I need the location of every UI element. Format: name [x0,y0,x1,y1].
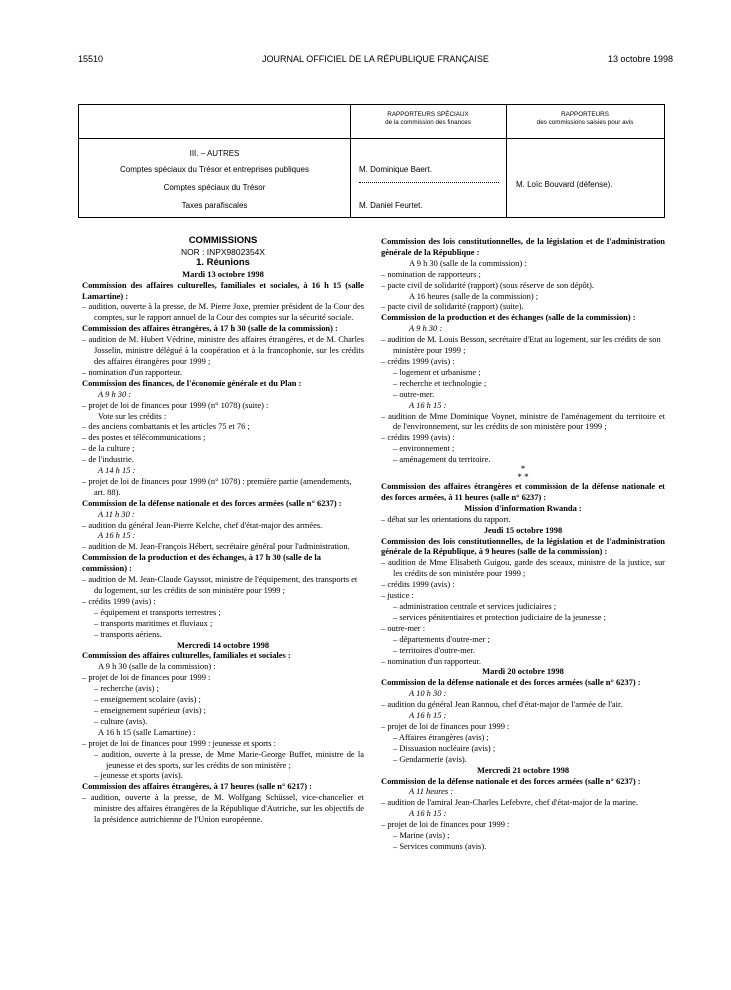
left-column [82,236,364,825]
paragraph: – outre-mer. [393,388,435,399]
paragraph: A 16 h 15 : [409,399,447,410]
paragraph: Commission des affaires culturelles, familiales et sociales, à 16 h 15 (salle Lamartine) : [82,279,364,301]
row-label: Taxes parafiscales [181,201,248,210]
paragraph: – nomination de rapporteurs ; [381,268,481,279]
paragraph: – audition, ouverte à la presse, de M. Wolfgang Schüssel, vice-chancelier et ministre des affaires étrangères de la République d'Autriche, sur les objectifs de la présidence autrichienne de l'Union européenne. [82,792,364,825]
paragraph: A 16 heures (salle de la commission) ; [409,290,539,301]
paragraph: – enseignement scolaire (avis) ; [94,694,201,705]
paragraph: – audition de M. Jean-Claude Gayssot, ministre de l'équipement, des transports et du logement, sur les crédits de son ministère pour 1999 ; [82,574,358,595]
paragraph: – administration centrale et services judiciaires ; [393,601,557,611]
paragraph: Commission des lois constitutionnelles, de la législation et de l'administration générale de la République : [381,236,665,257]
paragraph: – justice : [381,590,414,601]
paragraph: Mercredi 21 octobre 1998 [476,764,570,775]
paragraph: Mercredi 14 octobre 1998 [176,639,270,650]
journal-title: JOURNAL OFFICIEL DE LA RÉPUBLIQUE FRANÇAISE [262,54,489,64]
paragraph: A 16 h 15 : [409,808,447,819]
paragraph: – audition de l'amiral Jean-Charles Lefebvre, chef d'état-major de la marine. [381,797,638,808]
paragraph: NOR : INPX9802354X [181,246,265,257]
paragraph: – environnement ; [393,443,455,454]
paragraph: – outre-mer : [381,622,426,633]
paragraph: – transports maritimes et fluviaux ; [94,617,213,628]
paragraph: – des anciens combattants et les articles 75 et 76 ; [82,421,250,432]
section-label: III. – AUTRES [189,149,240,158]
paragraph: Commission de la défense nationale et des forces armées (salle n° 6237) : [381,775,641,786]
paragraph: A 9 h 30 : [409,323,443,334]
paragraph: Commission de la production et des échanges, à 17 h 30 (salle de la commission) : [82,552,321,574]
paragraph: – recherche (avis) ; [94,683,159,694]
paragraph: Mission d'information Rwanda : [464,502,582,513]
paragraph: – audition de Mme Dominique Voynet, ministre de l'aménagement du territoire et de l'environnement, sur les crédits de son ministère pour 1999 ; [381,410,665,432]
paragraph: 1. Réunions [196,256,250,268]
rapporteur-avis: M. Loïc Bouvard (défense). [516,180,613,189]
paragraph: – pacte civil de solidarité (rapport) (suite). [381,301,524,312]
paragraph: – crédits 1999 (avis) : [82,595,156,606]
paragraph: A 10 h 30 : [409,688,447,699]
row-label: Comptes spéciaux du Trésor [163,183,266,192]
paragraph: – aménagement du territoire. [393,454,491,465]
paragraph: – projet de loi de finances pour 1999 (n° 1078) (suite) : [82,399,269,410]
paragraph: – Dissuasion nucléaire (avis) ; [393,742,496,753]
paragraph: – audition de Mme Elisabeth Guigou, garde des sceaux, ministre de la justice, sur les crédits de son ministère pour 1999 ; [381,557,665,579]
header-rapporteurs-speciaux: RAPPORTEURS SPÉCIAUX de la commission des finances [385,111,471,126]
paragraph: – pacte civil de solidarité (rapport) (sous réserve de son dépôt). [381,279,594,290]
paragraph: Commission des affaires étrangères, à 17 heures (salle n° 6217) : [82,781,312,792]
paragraph: A 16 h 15 (salle Lamartine) : [98,726,196,737]
paragraph: COMMISSIONS [188,235,258,246]
paragraph: – des postes et télécommunications ; [82,432,206,443]
paragraph: – nomination d'un rapporteur. [381,655,481,666]
paragraph: – équipement et transports terrestres ; [94,606,221,617]
paragraph: Commission de la défense nationale et des forces armées (salle n° 6237) : [381,677,641,688]
paragraph: – culture (avis). [94,715,148,726]
paragraph: Vote sur les crédits : [98,410,167,421]
paragraph: – Gendarmerie (avis). [393,753,467,764]
paragraph: – crédits 1999 (avis) : [381,355,455,366]
paragraph: – projet de loi de finances pour 1999 (n° 1078) : première partie (amendements, art. 88). [82,475,352,497]
paragraph: A 16 h 15 : [409,710,447,721]
dotted-line [359,182,499,183]
paragraph: A 9 h 30 (salle de la commission) : [409,257,527,268]
paragraph: – audition de M. Louis Besson, secrétaire d'Etat au logement, sur les crédits de son ministère pour 1999 ; [381,334,661,356]
paragraph: – audition, ouverte à la presse, de Mme Marie-George Buffet, ministre de la jeunesse et des sports, sur les crédits de son ministère ; [94,748,364,770]
paragraph: – services pénitentiaires et protection judiciaire de la jeunesse ; [393,611,606,622]
paragraph: A 9 h 30 (salle de la commission) : [98,661,216,672]
paragraph: – audition de M. Jean-François Hébert, secrétaire général pour l'administration. [82,541,350,552]
paragraph: Mardi 13 octobre 1998 [182,268,264,279]
paragraph: – projet de loi de finances pour 1999 : jeunesse et sports : [82,737,277,748]
paragraph: A 9 h 30 : [98,388,132,399]
paragraph: – projet de loi de finances pour 1999 : [381,819,510,830]
header-rapporteurs-avis: RAPPORTEURS des commissions saisies pour avis [536,111,634,126]
paragraph: – enseignement supérieur (avis) ; [94,704,206,715]
issue-date: 13 octobre 1998 [607,54,673,64]
paragraph: – jeunesse et sports (avis). [94,770,183,781]
paragraph: A 11 h 30 : [98,508,135,519]
paragraph: – audition du général Jean Rannou, chef d'état-major de l'armée de l'air. [381,699,623,710]
paragraph: * [520,464,526,475]
paragraph: – audition du général Jean-Pierre Kelche, chef d'état-major des armées. [82,519,323,530]
paragraph: Mardi 20 octobre 1998 [482,666,564,677]
paragraph: – projet de loi de finances pour 1999 : [381,720,510,731]
paragraph: – de l'industrie. [82,454,134,465]
paragraph: – nomination d'un rapporteur. [82,366,182,377]
paragraph: – audition, ouverte à la presse, de M. Pierre Joxe, premier président de la Cour des comptes, sur le rapport annuel de la Cour des comptes sur la sécurité sociale. [82,301,364,323]
right-column [381,236,665,852]
paragraph: A 11 heures : [409,786,454,797]
paragraph: – recherche et technologie ; [393,377,487,388]
paragraph: A 16 h 15 : [98,530,136,541]
paragraph: Jeudi 15 octobre 1998 [483,524,563,535]
paragraph: Commission des lois constitutionnelles, de la législation et de l'administration générale de la République, à 9 heures (salle de la commission) : [381,535,665,557]
rapporteur-name: M. Daniel Feurtet. [359,201,423,210]
paragraph: – Affaires étrangères (avis) ; [393,731,489,742]
paragraph: – de la culture ; [82,443,135,454]
paragraph: – départements d'outre-mer ; [393,633,490,644]
paragraph: – Services communs (avis). [393,840,487,851]
paragraph: A 14 h 15 : [98,465,136,476]
paragraph: – projet de loi de finances pour 1999 : [82,672,211,683]
paragraph: – territoires d'outre-mer. [393,644,475,655]
paragraph: Commission des affaires culturelles, familiales et sociales : [82,650,291,661]
paragraph: Commission de la production et des échanges (salle de la commission) : [381,312,636,323]
rapporteurs-table [78,104,665,218]
paragraph: * * [517,472,529,483]
rapporteur-name: M. Dominique Baert. [359,165,432,174]
page-number: 15510 [78,54,104,64]
page-header [78,54,673,68]
paragraph: – débat sur les orientations du rapport. [381,513,511,524]
paragraph: – transports aériens. [94,628,162,639]
paragraph: Commission des affaires étrangères, à 17 h 30 (salle de la commission) : [82,323,338,334]
paragraph: Commission de la défense nationale et des forces armées (salle n° 6237) : [82,497,342,508]
paragraph: – crédits 1999 (avis) : [381,579,455,590]
paragraph: – audition de M. Hubert Védrine, ministre des affaires étrangères, et de M. Charles Josselin, ministre délégué à la coopération et à la francophonie, sur les crédits des affaires étrangères pour 1999 ; [82,334,364,366]
paragraph: Commission des finances, de l'économie générale et du Plan : [82,377,302,388]
paragraph: – crédits 1999 (avis) : [381,432,455,443]
paragraph: Commission des affaires étrangères et commission de la défense nationale et des forces armées, à 11 heures (salle n° 6237) : [381,481,665,502]
paragraph: – Marine (avis) ; [393,830,450,841]
row-label: Comptes spéciaux du Trésor et entreprises publiques [120,165,309,174]
paragraph: – logement et urbanisme ; [393,366,481,377]
